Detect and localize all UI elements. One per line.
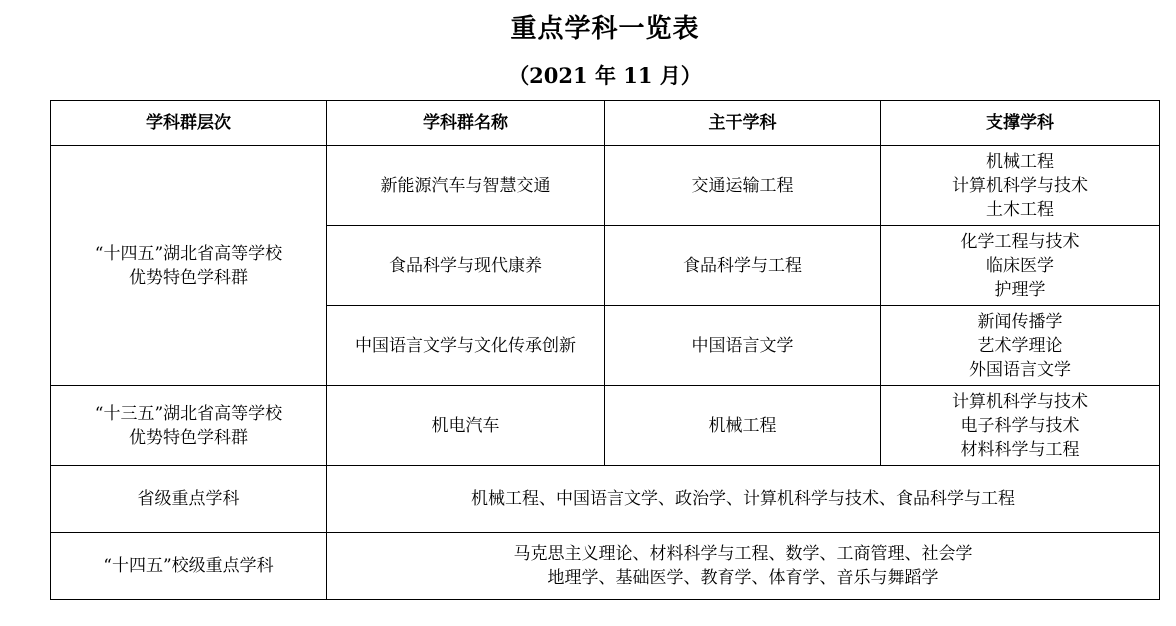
page-subtitle: （2021 年 11 月） <box>508 63 702 88</box>
support-discipline-cell <box>881 386 1160 466</box>
level-line: 优势特色学科群 <box>129 427 248 448</box>
discipline-list-cell <box>327 466 1160 533</box>
table-row <box>51 533 1160 600</box>
header-support-discipline: 支撑学科 <box>881 101 1160 146</box>
level-cell: 省级重点学科 <box>51 466 327 533</box>
table-row <box>51 466 1160 533</box>
cluster-name-cell: 机电汽车 <box>327 386 605 466</box>
support-item: 土木工程 <box>986 199 1054 220</box>
discipline-list-line: 机械工程、中国语言文学、政治学、计算机科学与技术、食品科学与工程 <box>471 489 1015 509</box>
support-discipline-cell <box>881 146 1160 226</box>
table-row <box>51 386 1160 466</box>
major-discipline-cell: 中国语言文学 <box>605 306 881 386</box>
level-line: “十三五”湖北省高等学校 <box>94 403 283 424</box>
major-discipline-cell: 机械工程 <box>605 386 881 466</box>
page-title: 重点学科一览表 <box>510 14 700 44</box>
support-item: 护理学 <box>994 279 1046 300</box>
support-item: 外国语言文学 <box>969 359 1071 380</box>
header-level: 学科群层次 <box>51 101 327 146</box>
level-cell <box>51 146 327 386</box>
support-discipline-cell <box>881 226 1160 306</box>
discipline-list-cell <box>327 533 1160 600</box>
support-item: 材料科学与工程 <box>960 439 1080 460</box>
support-item: 电子科学与技术 <box>960 415 1080 436</box>
support-item: 计算机科学与技术 <box>952 175 1088 196</box>
cluster-name-cell: 中国语言文学与文化传承创新 <box>327 306 605 386</box>
discipline-list-line: 马克思主义理论、材料科学与工程、数学、工商管理、社会学 <box>513 544 973 564</box>
support-item: 艺术学理论 <box>977 335 1063 356</box>
level-cell: “十四五”校级重点学科 <box>51 533 327 600</box>
discipline-table <box>50 100 1160 600</box>
support-item: 临床医学 <box>986 255 1054 276</box>
major-discipline-cell: 交通运输工程 <box>605 146 881 226</box>
cluster-name-cell: 新能源汽车与智慧交通 <box>327 146 605 226</box>
header-cluster-name: 学科群名称 <box>327 101 605 146</box>
support-item: 计算机科学与技术 <box>952 391 1088 412</box>
cluster-name-cell: 食品科学与现代康养 <box>327 226 605 306</box>
level-cell <box>51 386 327 466</box>
table-header-row <box>51 101 1160 146</box>
support-item: 新闻传播学 <box>977 311 1063 332</box>
support-item: 机械工程 <box>986 151 1054 172</box>
support-item: 化学工程与技术 <box>960 231 1080 252</box>
discipline-list-line: 地理学、基础医学、教育学、体育学、音乐与舞蹈学 <box>547 568 939 588</box>
table-row <box>51 146 1160 226</box>
level-line: 优势特色学科群 <box>129 267 248 288</box>
support-discipline-cell <box>881 306 1160 386</box>
header-major-discipline: 主干学科 <box>605 101 881 146</box>
level-line: “十四五”湖北省高等学校 <box>94 243 283 264</box>
major-discipline-cell: 食品科学与工程 <box>605 226 881 306</box>
